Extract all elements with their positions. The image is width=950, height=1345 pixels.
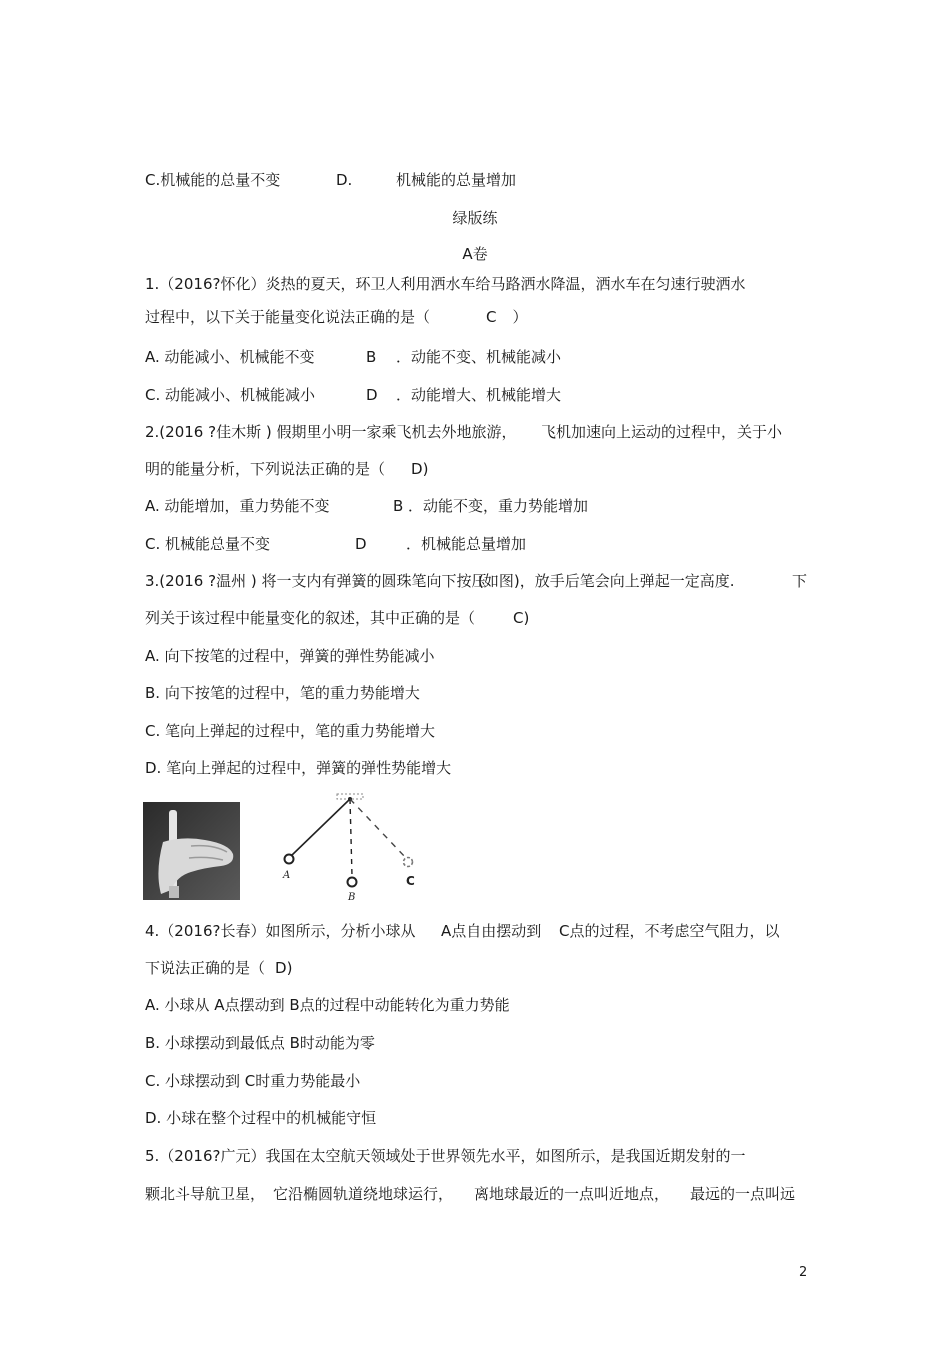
q1-option-d: ．动能增大、机械能增大 <box>396 386 562 404</box>
q2-stem-line1-a: 2.(2016 ?佳木斯 ) 假期里小明一家乘飞机去外地旅游， <box>145 423 517 441</box>
q1-option-b: ．动能不变、机械能减小 <box>396 348 562 366</box>
q3-answer: C) <box>513 609 530 627</box>
pen-press-photo <box>143 802 240 900</box>
q4-stem-line1-c: C点的过程，不考虑空气阻力，以 <box>559 922 780 940</box>
q4-stem-line1-b: A点自由摆动到 <box>441 922 542 940</box>
section-title: 绿版练 <box>452 209 498 227</box>
q2-option-b-label: B <box>393 497 404 515</box>
string-b <box>350 799 352 876</box>
string-c <box>350 799 406 858</box>
pendulum-diagram <box>275 790 435 902</box>
q3-option-d: D. 笔向上弹起的过程中，弹簧的弹性势能增大 <box>145 759 452 777</box>
q1-option-c: C. 动能减小、机械能减小 <box>145 386 316 404</box>
label-b: B <box>348 892 356 902</box>
q3-stem-line2 <box>145 608 529 628</box>
ball-b <box>348 878 357 887</box>
option-d-text: 机械能的总量增加 <box>396 171 517 189</box>
q5-stem-line2-d: 最远的一点叫远 <box>690 1185 796 1203</box>
q2-option-a: A. 动能增加，重力势能不变 <box>145 497 330 515</box>
q3-stem-line1-a: 3.(2016 ?温州 ) 将一支内有弹簧的圆珠笔向下按压 <box>145 572 487 590</box>
q1-stem-text: 过程中，以下关于能量变化说法正确的是（ <box>145 308 431 326</box>
volume-title: A卷 <box>462 245 488 263</box>
q1-close-paren: ） <box>512 308 528 326</box>
q1-option-a: A. 动能减小、机械能不变 <box>145 348 315 366</box>
q4-answer: D) <box>275 959 293 977</box>
q3-stem-line1-c: 下 <box>792 572 808 590</box>
q4-option-a: A. 小球从 A点摆动到 B点的过程中动能转化为重力势能 <box>145 996 510 1014</box>
page-number: 2 <box>799 1265 808 1280</box>
q3-stem-text: 列关于该过程中能量变化的叙述，其中正确的是（ <box>145 609 476 627</box>
q2-stem-line2 <box>145 459 428 479</box>
q1-stem-line2 <box>145 307 528 327</box>
q4-option-c: C. 小球摆动到 C时重力势能最小 <box>145 1072 361 1090</box>
q4-option-d: D. 小球在整个过程中的机械能守恒 <box>145 1109 377 1127</box>
q2-option-c: C. 机械能总量不变 <box>145 535 271 553</box>
q5-stem-line2-b: 它沿椭圆轨道绕地球运行， <box>273 1185 454 1203</box>
q2-answer: D) <box>411 460 429 478</box>
q4-stem-line2 <box>145 958 292 978</box>
q1-stem-line1: 1.（2016?怀化）炎热的夏天，环卫人利用洒水车给马路洒水降温，洒水车在匀速行驶洒水 <box>145 275 746 293</box>
q1-answer: C <box>486 308 497 326</box>
q4-stem-line1-a: 4.（2016?长春）如图所示，分析小球从 <box>145 922 416 940</box>
q2-option-d-label: D <box>355 535 367 553</box>
q1-option-d-label: D <box>366 386 378 404</box>
ball-c <box>404 858 413 867</box>
q2-option-d: ．机械能总量增加 <box>406 535 527 553</box>
q4-option-b: B. 小球摆动到最低点 B时动能为零 <box>145 1034 375 1052</box>
q2-stem-text: 明的能量分析，下列说法正确的是（ <box>145 460 386 478</box>
q3-option-c: C. 笔向上弹起的过程中，笔的重力势能增大 <box>145 722 436 740</box>
q5-stem-line2-a: 颗北斗导航卫星， <box>145 1185 266 1203</box>
q3-stem-line1-b: (如图)，放手后笔会向上弹起一定高度. <box>478 572 735 590</box>
q5-stem-line2-c: 离地球最近的一点叫近地点， <box>474 1185 670 1203</box>
q4-stem-text: 下说法正确的是（ <box>145 959 266 977</box>
q1-option-b-label: B <box>366 348 377 366</box>
option-d-label: D. <box>336 171 353 189</box>
q2-option-b: ．动能不变，重力势能增加 <box>408 497 589 515</box>
ball-a <box>285 855 294 864</box>
label-a: A <box>283 870 291 881</box>
q3-option-b: B. 向下按笔的过程中，笔的重力势能增大 <box>145 684 420 702</box>
q2-stem-line1-b: 飞机加速向上运动的过程中， <box>541 423 737 441</box>
q2-stem-line1-c: 关于小 <box>737 423 783 441</box>
q5-stem-line1: 5.（2016?广元）我国在太空航天领域处于世界领先水平，如图所示，是我国近期发射的一 <box>145 1147 746 1165</box>
string-a <box>291 799 350 856</box>
q3-option-a: A. 向下按笔的过程中，弹簧的弹性势能减小 <box>145 647 435 665</box>
label-c: C <box>406 874 415 888</box>
option-c-text: C.机械能的总量不变 <box>145 171 281 189</box>
